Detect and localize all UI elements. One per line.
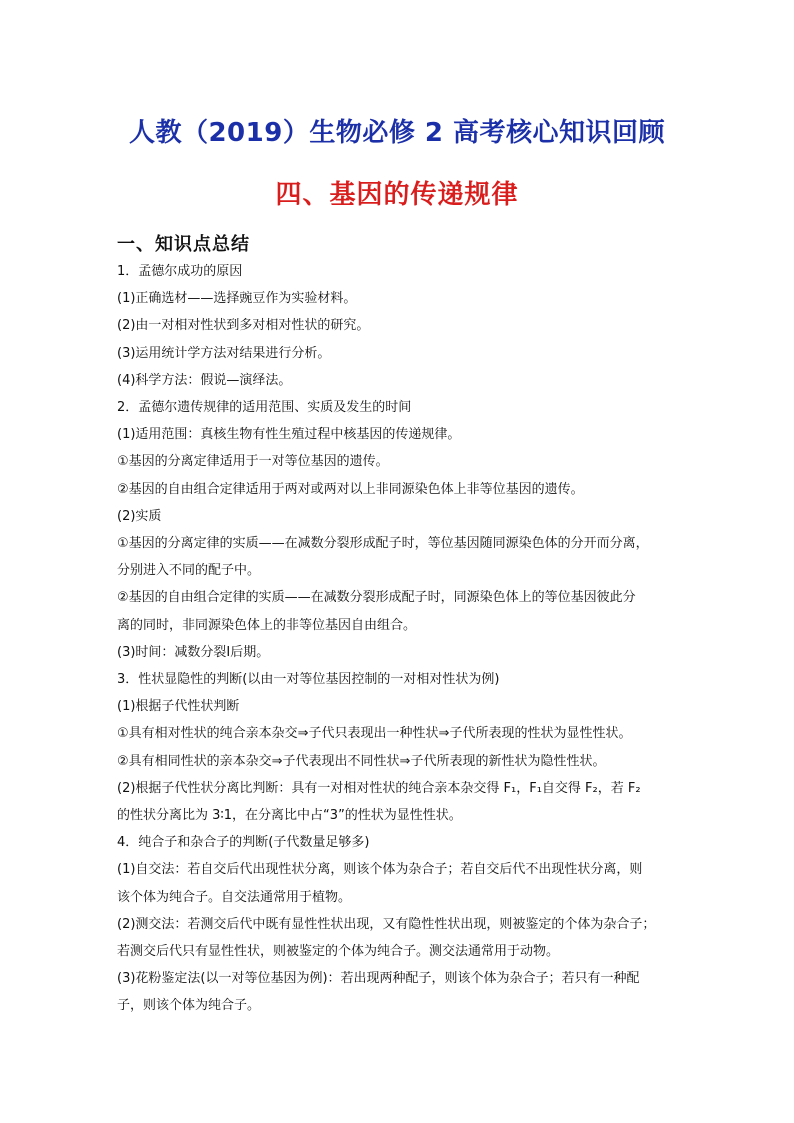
topic-heading-scope-essence: 2．孟德尔遗传规律的适用范围、实质及发生的时间 <box>117 400 412 416</box>
text-line: (4)科学方法：假说—演绎法。 <box>117 372 292 388</box>
topic-heading-mendel-success: 1．孟德尔成功的原因 <box>117 264 243 279</box>
text-line: 若测交后代只有显性性状，则被鉴定的个体为纯合子。测交法通常用于动物。 <box>117 944 560 960</box>
section-heading: 一、知识点总结 <box>117 234 250 255</box>
document-body <box>117 258 683 1020</box>
text-line: 分别进入不同的配子中。 <box>117 563 261 579</box>
text-line: 离的同时，非同源染色体上的非等位基因自由组合。 <box>117 617 417 633</box>
document-subtitle: 四、基因的传递规律 <box>275 180 519 210</box>
text-line: 的性状分离比为 3∶1，在分离比中占“3”的性状为显性性状。 <box>117 808 462 824</box>
text-line: (3)时间：减数分裂Ⅰ后期。 <box>117 644 270 660</box>
text-line: (2)实质 <box>117 508 162 524</box>
document-title: 人教（2019）生物必修 2 高考核心知识回顾 <box>128 118 666 148</box>
text-line: (2)测交法：若测交后代中既有显性性状出现，又有隐性性状出现，则被鉴定的个体为杂合子； <box>117 916 656 932</box>
text-line: ②具有相同性状的亲本杂交⇒子代表现出不同性状⇒子代所表现的新性状为隐性性状。 <box>117 753 606 769</box>
text-line: (1)根据子代性状判断 <box>117 699 240 715</box>
text-line: (2)由一对相对性状到多对相对性状的研究。 <box>117 318 370 334</box>
text-line: ①具有相对性状的纯合亲本杂交⇒子代只表现出一种性状⇒子代所表现的性状为显性性状。 <box>117 726 632 742</box>
text-line: (2)根据子代性状分离比判断：具有一对相对性状的纯合亲本杂交得 F₁，F₁自交得 F₂，若 F₂ <box>117 780 641 796</box>
text-line: (1)正确选材——选择豌豆作为实验材料。 <box>117 291 357 307</box>
text-line: (1)适用范围：真核生物有性生殖过程中核基因的传递规律。 <box>117 427 461 443</box>
text-line: ②基因的自由组合定律的实质——在减数分裂形成配子时，同源染色体上的等位基因彼此分 <box>117 590 636 606</box>
text-line: (3)运用统计学方法对结果进行分析。 <box>117 345 331 361</box>
topic-heading-homozygote: 4．纯合子和杂合子的判断(子代数量足够多) <box>117 835 370 851</box>
text-line: ②基因的自由组合定律适用于两对或两对以上非同源染色体上非等位基因的遗传。 <box>117 481 584 497</box>
text-line: (3)花粉鉴定法(以一对等位基因为例)：若出现两种配子，则该个体为杂合子；若只有一种配 <box>117 971 640 987</box>
topic-heading-dominance: 3．性状显隐性的判断(以由一对等位基因控制的一对相对性状为例) <box>117 672 500 688</box>
text-line: (1)自交法：若自交后代出现性状分离，则该个体为杂合子；若自交后代不出现性状分离，则 <box>117 862 643 878</box>
text-line: 该个体为纯合子。自交法通常用于植物。 <box>117 889 352 905</box>
text-line: ①基因的分离定律的实质——在减数分裂形成配子时，等位基因随同源染色体的分开而分离， <box>117 536 649 552</box>
text-line: ①基因的分离定律适用于一对等位基因的遗传。 <box>117 454 389 470</box>
text-line: 子，则该个体为纯合子。 <box>117 998 261 1014</box>
